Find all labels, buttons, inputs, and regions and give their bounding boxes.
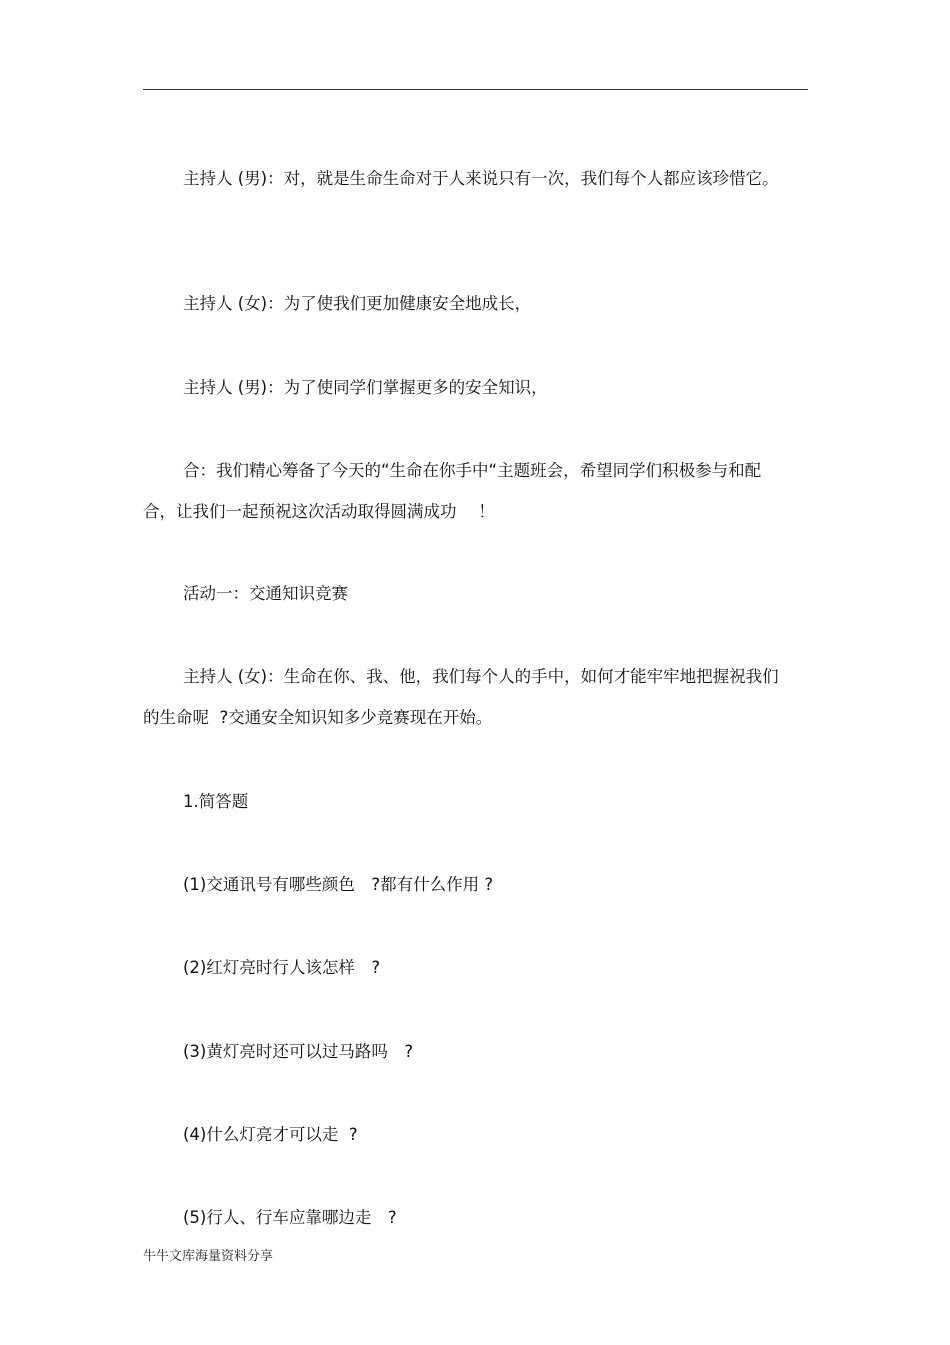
question-4: (4)什么灯亮才可以走 ? xyxy=(183,1125,358,1144)
paragraph-host-female-1: 主持人 (女)：为了使我们更加健康安全地成长， xyxy=(183,294,532,313)
question-3: (3)黄灯亮时还可以过马路吗 ? xyxy=(183,1042,414,1061)
question-5: (5)行人、行车应靠哪边走 ? xyxy=(183,1208,397,1227)
footer-text: 牛牛文库海量资料分享 xyxy=(143,1249,274,1264)
activity-heading: 活动一：交通知识竞赛 xyxy=(183,584,348,603)
header-rule xyxy=(143,89,808,90)
question-1: (1)交通讯号有哪些颜色 ?都有什么作用 ? xyxy=(183,875,494,894)
section-heading-short-answer: 1.简答题 xyxy=(183,792,249,811)
question-2: (2)红灯亮时行人该怎样 ? xyxy=(183,958,381,977)
paragraph-together: 合：我们精心筹备了今天的“生命在你手中“主题班会，希望同学们积极参与和配合，让我们一起预祝这次活动取得圆满成功 ！ xyxy=(143,461,762,521)
paragraph-host-male-2: 主持人 (男)：为了使同学们掌握更多的安全知识， xyxy=(183,378,548,397)
paragraph-host-female-2: 主持人 (女)：生命在你、我、他，我们每个人的手中，如何才能牢牢地把握祝我们的生命呢 ?交通安全知识知多少竞赛现在开始。 xyxy=(143,667,779,727)
paragraph-host-male-1: 主持人 (男)：对，就是生命生命对于人来说只有一次，我们每个人都应该珍惜它。 xyxy=(183,169,779,188)
